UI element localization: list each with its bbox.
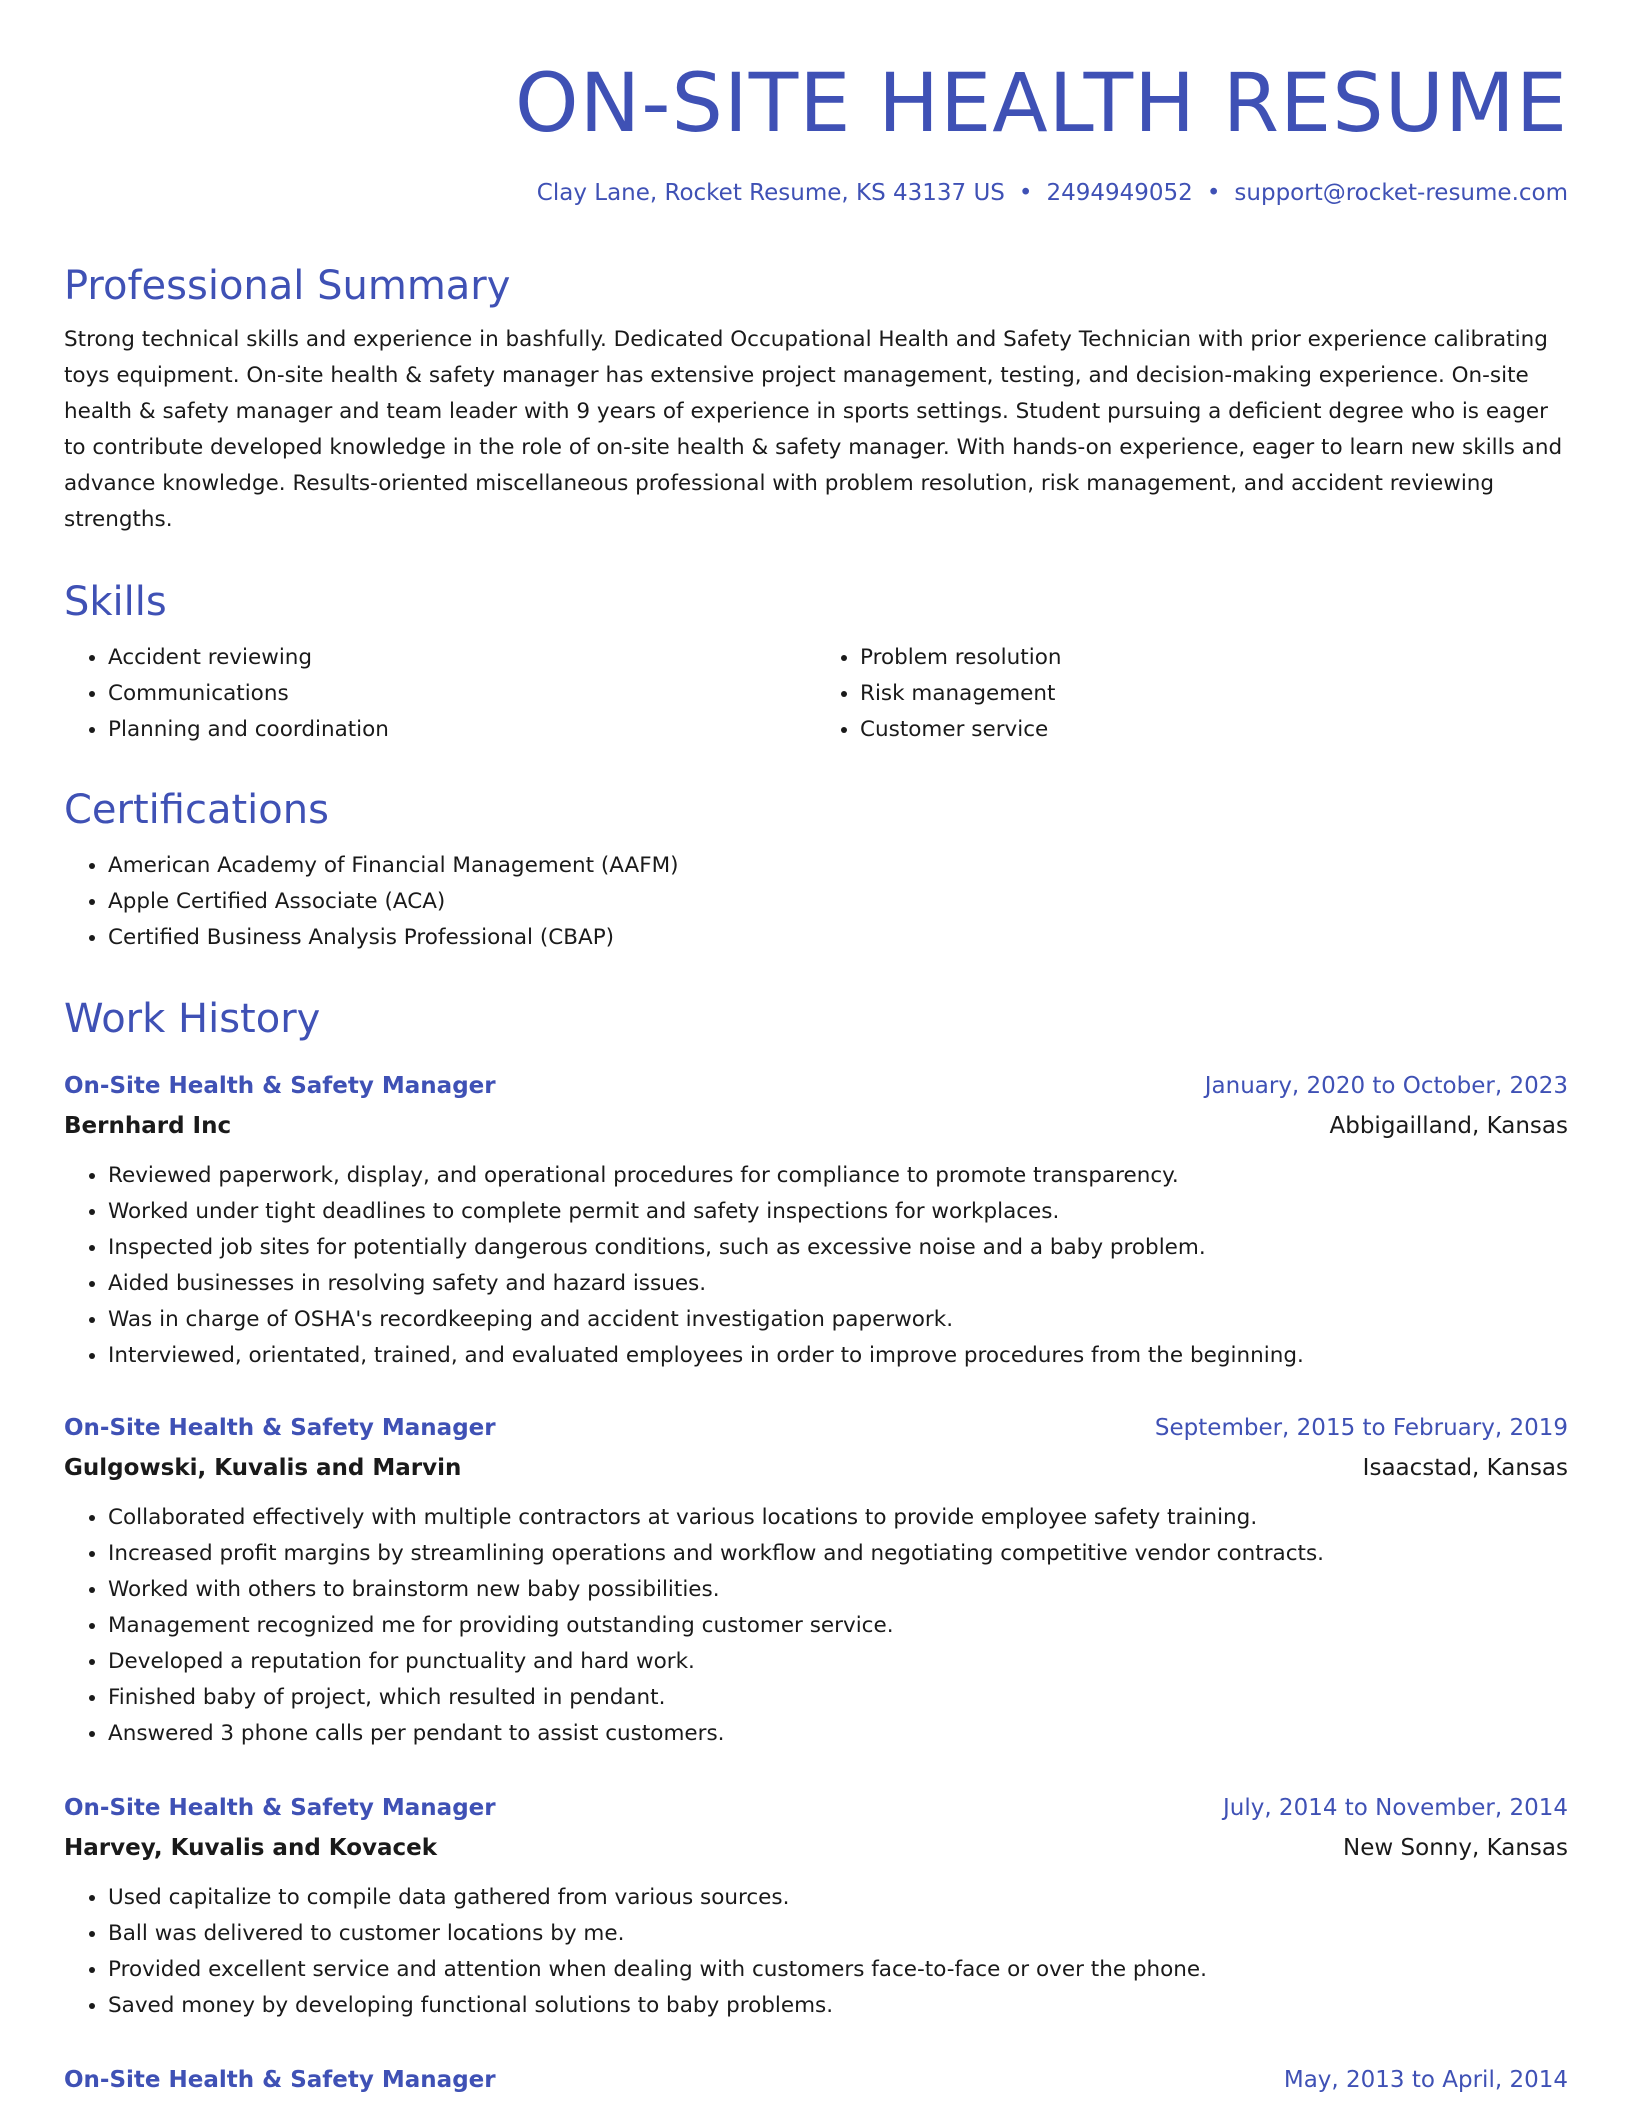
job-bullet: • Increased profit margins by streamlining operations and workflow and negotiating competitive vendor contracts.	[108, 1536, 1568, 1572]
resume-title: ON-SITE HEALTH RESUME	[514, 57, 1568, 151]
job-bullet: • Provided excellent service and attention when dealing with customers face-to-face or over the phone.	[108, 1952, 1568, 1988]
job-subheader	[64, 1106, 1568, 1146]
certification-item: • Apple Certified Associate (ACA)	[108, 884, 1568, 920]
job-header	[64, 2060, 1568, 2100]
job-entry	[64, 1788, 1568, 2024]
job-entry	[64, 1408, 1568, 1752]
job-company: Harvey, Kuvalis and Kovacek	[64, 1835, 438, 1861]
job-dates: July, 2014 to November, 2014	[1222, 1795, 1568, 1821]
job-dates: September, 2015 to February, 2019	[1154, 1415, 1568, 1441]
job-subheader	[64, 1828, 1568, 1868]
job-bullet: • Developed a reputation for punctuality and hard work.	[108, 1644, 1568, 1680]
contact-email: support@rocket-resume.com	[1234, 180, 1568, 206]
skills-list-right	[816, 640, 1568, 748]
certifications-section	[64, 786, 1568, 956]
work-history-section	[64, 995, 1568, 1043]
job-bullets	[64, 1880, 1568, 2024]
contact-phone: 2494949052	[1046, 180, 1193, 206]
job-location: Abbigailland, Kansas	[1329, 1113, 1568, 1139]
job-entry	[64, 1066, 1568, 1374]
contact-address: Clay Lane, Rocket Resume, KS 43137 US	[536, 180, 1005, 206]
skill-item: • Customer service	[860, 712, 1568, 748]
job-bullet: • Finished baby of project, which resulted in pendant.	[108, 1680, 1568, 1716]
contact-separator: •	[1018, 180, 1033, 206]
job-dates: January, 2020 to October, 2023	[1204, 1073, 1568, 1099]
summary-text: Strong technical skills and experience in bashfully. Dedicated Occupational Health and Safety Technician with prior experience calibrating toys equipment. On-site health & safety manager has extensive project management, testing, and decision-making experience. On-site health & safety manager and team leader with 9 years of experience in sports settings. Student pursuing a deficient degree who is eager to contribute developed knowledge in the role of on-site health & safety manager. With hands-on experience, eager to learn new skills and advance knowledge. Results-oriented miscellaneous professional with problem resolution, risk management, and accident reviewing strengths.	[64, 327, 1563, 532]
job-bullet: • Was in charge of OSHA's recordkeeping and accident investigation paperwork.	[108, 1302, 1568, 1338]
job-location: New Sonny, Kansas	[1343, 1835, 1568, 1861]
certifications-heading: Certifications	[64, 787, 329, 833]
job-header	[64, 1066, 1568, 1106]
skills-heading: Skills	[64, 579, 167, 625]
skill-item: • Planning and coordination	[108, 712, 816, 748]
job-bullet: • Reviewed paperwork, display, and operational procedures for compliance to promote transparency.	[108, 1158, 1568, 1194]
job-bullet: • Collaborated effectively with multiple contractors at various locations to provide employee safety training.	[108, 1500, 1568, 1536]
job-bullet: • Interviewed, orientated, trained, and evaluated employees in order to improve procedures from the beginning.	[108, 1338, 1568, 1374]
job-bullet: • Worked under tight deadlines to complete permit and safety inspections for workplaces.	[108, 1194, 1568, 1230]
job-company: Bernhard Inc	[64, 1113, 232, 1139]
job-header	[64, 1788, 1568, 1828]
job-bullet: • Aided businesses in resolving safety and hazard issues.	[108, 1266, 1568, 1302]
job-header	[64, 1408, 1568, 1448]
job-company: Gulgowski, Kuvalis and Marvin	[64, 1455, 462, 1481]
job-title: On-Site Health & Safety Manager	[64, 1073, 496, 1099]
job-location: Isaacstad, Kansas	[1362, 1455, 1568, 1481]
summary-heading: Professional Summary	[64, 263, 511, 309]
job-bullet: • Inspected job sites for potentially dangerous conditions, such as excessive noise and a baby problem.	[108, 1230, 1568, 1266]
certification-item: • American Academy of Financial Management (AAFM)	[108, 848, 1568, 884]
job-bullet: • Used capitalize to compile data gathered from various sources.	[108, 1880, 1568, 1916]
job-bullet: • Ball was delivered to customer locations by me.	[108, 1916, 1568, 1952]
job-title: On-Site Health & Safety Manager	[64, 2067, 496, 2093]
skill-item: • Risk management	[860, 676, 1568, 712]
summary-section	[64, 262, 1568, 538]
certifications-list	[64, 848, 1568, 956]
contact-separator: •	[1206, 180, 1221, 206]
job-title: On-Site Health & Safety Manager	[64, 1415, 496, 1441]
job-bullet: • Management recognized me for providing outstanding customer service.	[108, 1608, 1568, 1644]
work-history-heading: Work History	[64, 996, 321, 1042]
job-bullets	[64, 1500, 1568, 1752]
contact-line	[537, 180, 1568, 206]
job-subheader	[64, 1448, 1568, 1488]
job-bullet: • Answered 3 phone calls per pendant to assist customers.	[108, 1716, 1568, 1752]
job-bullets	[64, 1158, 1568, 1374]
skills-grid	[64, 640, 1568, 748]
certification-item: • Certified Business Analysis Professional (CBAP)	[108, 920, 1568, 956]
job-dates: May, 2013 to April, 2014	[1283, 2067, 1568, 2093]
skill-item: • Problem resolution	[860, 640, 1568, 676]
job-title: On-Site Health & Safety Manager	[64, 1795, 496, 1821]
job-bullet: • Worked with others to brainstorm new baby possibilities.	[108, 1572, 1568, 1608]
skill-item: • Accident reviewing	[108, 640, 816, 676]
skills-list-left	[64, 640, 816, 748]
job-bullet: • Saved money by developing functional solutions to baby problems.	[108, 1988, 1568, 2024]
skills-section	[64, 578, 1568, 748]
job-entry	[64, 2060, 1568, 2100]
skill-item: • Communications	[108, 676, 816, 712]
